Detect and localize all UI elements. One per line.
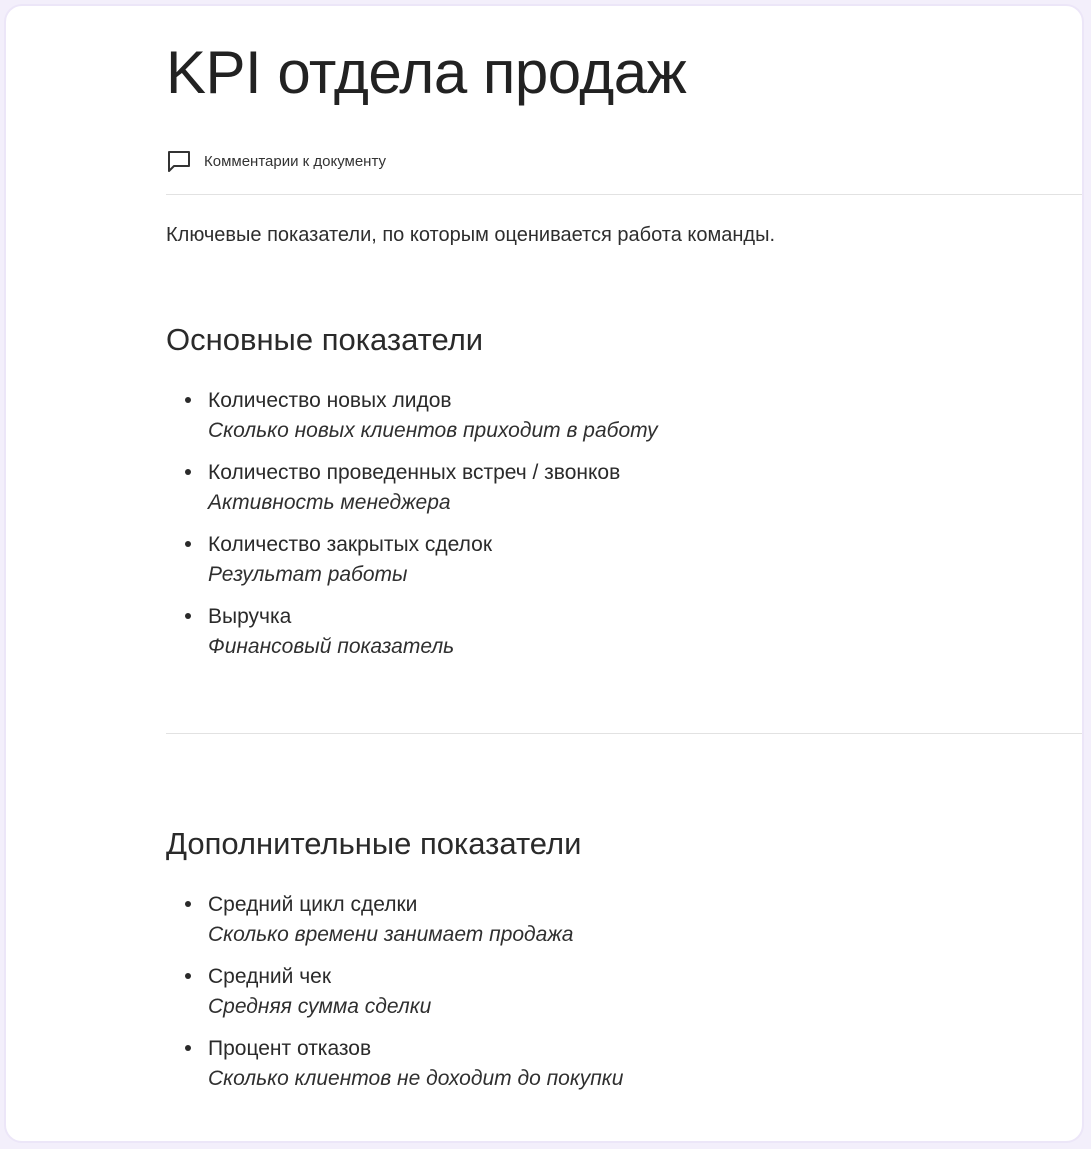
kpi-list-item [166, 386, 658, 446]
kpi-list-item [166, 1034, 623, 1094]
kpi-name: Средний чек [208, 965, 332, 988]
kpi-description: Сколько клиентов не доходит до покупки [208, 1067, 624, 1090]
kpi-description: Финансовый показатель [208, 635, 455, 658]
kpi-list-item [166, 458, 658, 518]
section-divider [166, 733, 1082, 734]
kpi-description: Активность менеджера [208, 491, 451, 514]
bullet [185, 973, 191, 979]
kpi-name: Процент отказов [208, 1037, 372, 1060]
kpi-description: Средняя сумма сделки [208, 995, 432, 1018]
kpi-list-secondary [166, 890, 623, 1106]
section-heading-primary: Основные показатели [166, 322, 484, 357]
header-divider [166, 194, 1082, 195]
kpi-list-item [166, 602, 658, 662]
kpi-list-item [166, 890, 623, 950]
kpi-name: Количество новых лидов [208, 389, 452, 412]
comment-icon [166, 148, 192, 174]
comments-label: Комментарии к документу [204, 152, 387, 170]
kpi-description: Сколько времени занимает продажа [208, 923, 574, 946]
kpi-name: Количество закрытых сделок [208, 533, 493, 556]
bullet [185, 541, 191, 547]
kpi-name: Средний цикл сделки [208, 893, 418, 916]
kpi-name: Количество проведенных встреч / звонков [208, 461, 621, 484]
intro-text: Ключевые показатели, по которым оценивается работа команды. [166, 224, 775, 246]
page-title: KPI отдела продаж [166, 39, 687, 106]
section-heading-secondary: Дополнительные показатели [166, 826, 582, 861]
kpi-description: Сколько новых клиентов приходит в работу [208, 419, 658, 442]
bullet [185, 613, 191, 619]
document-comments-link[interactable] [166, 148, 386, 174]
document-frame [4, 4, 1084, 1143]
bullet [185, 469, 191, 475]
kpi-description: Результат работы [208, 563, 408, 586]
bullet [185, 901, 191, 907]
kpi-list-item [166, 530, 658, 590]
bullet [185, 1045, 191, 1051]
kpi-list-item [166, 962, 623, 1022]
kpi-list-primary [166, 386, 658, 674]
bullet [185, 397, 191, 403]
kpi-name: Выручка [208, 605, 292, 628]
